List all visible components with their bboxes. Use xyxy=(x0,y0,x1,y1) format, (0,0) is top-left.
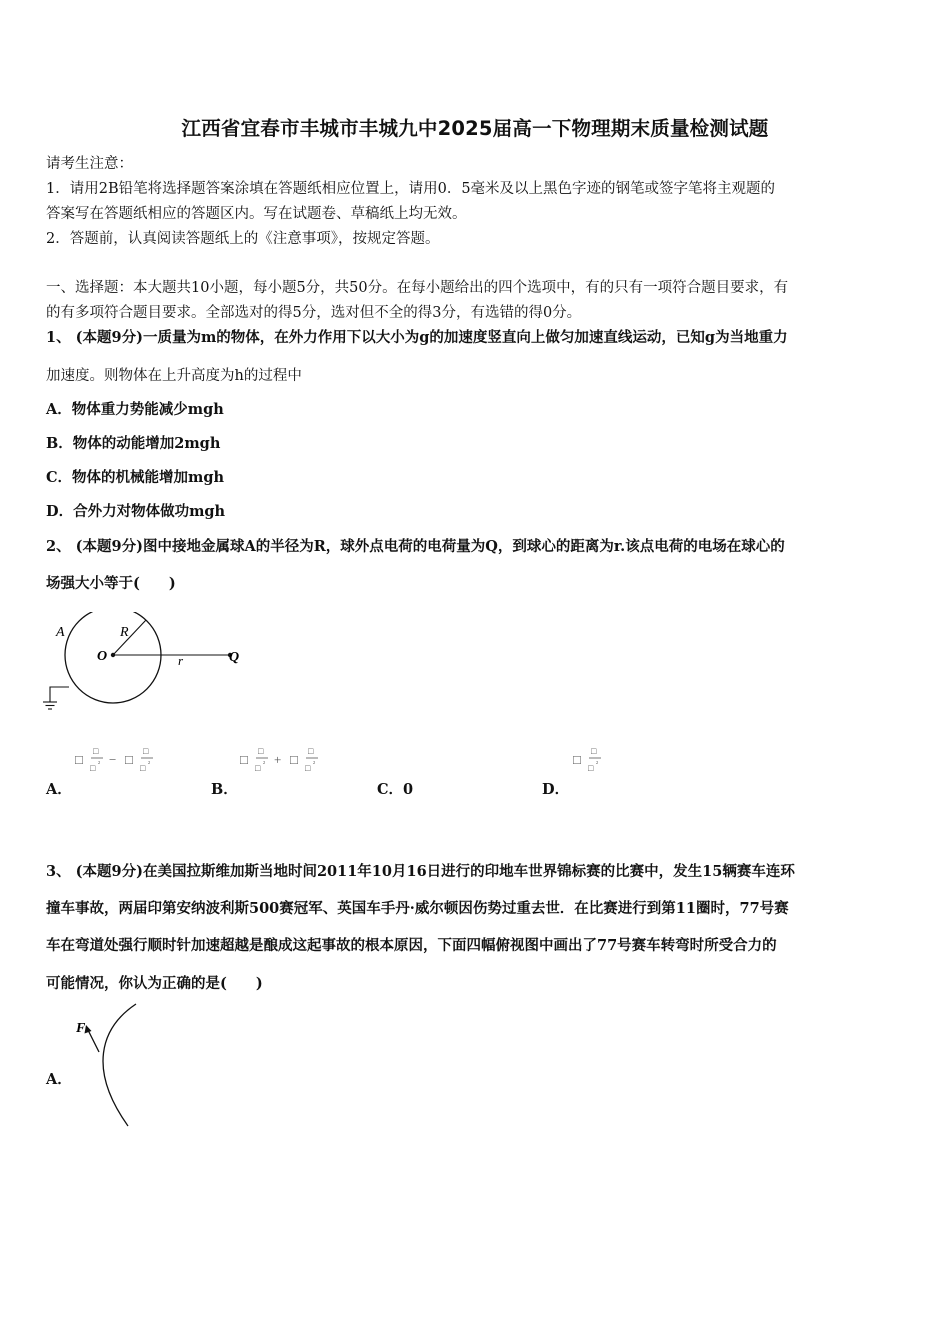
svg-text:□: □ xyxy=(290,752,298,767)
metal-sphere xyxy=(65,612,161,703)
q2-formula-b xyxy=(237,742,327,776)
q2-option-d: D． xyxy=(542,781,570,798)
label-q: Q xyxy=(229,650,240,665)
section-intro: 的有多项符合题目要求。全部选对的得5分，选对但不全的得3分，有选错的得0分。 xyxy=(46,305,582,321)
q2-stem: 2、 (本题9分)图中接地金属球A的半径为R，球外点电荷的电荷量为Q，到球心的距离为r.该点电荷的电场在球心的 xyxy=(46,538,785,555)
q2-formula-d xyxy=(570,742,610,776)
q1-option-b: B．物体的动能增加2mgh xyxy=(46,435,221,452)
svg-text:□: □ xyxy=(591,746,597,756)
q1-option-c: C．物体的机械能增加mgh xyxy=(46,469,225,486)
svg-text:□: □ xyxy=(588,763,594,773)
q2-option-a: A． xyxy=(46,781,72,798)
force-arrowhead xyxy=(85,1025,92,1034)
label-f: F xyxy=(76,1021,86,1036)
notice-line: 1．请用2B铅笔将选择题答案涂填在答题纸相应位置上，请用0．5毫米及以上黑色字迹的钢笔或签字笔将主观题的 xyxy=(46,181,776,197)
svg-text:−: − xyxy=(109,752,117,767)
q1-option-a: A．物体重力势能减少mgh xyxy=(46,401,224,418)
q1-option-d: D．合外力对物体做功mgh xyxy=(46,503,226,520)
svg-text:□: □ xyxy=(240,752,248,767)
notice-line: 2．答题前，认真阅读答题纸上的《注意事项》，按规定答题。 xyxy=(46,231,440,247)
svg-text:²: ² xyxy=(263,760,266,768)
ground-wire xyxy=(50,687,69,702)
svg-text:□: □ xyxy=(308,746,314,756)
svg-text:□: □ xyxy=(93,746,99,756)
q1-stem: 1、 (本题9分)一质量为m的物体，在外力作用下以大小为g的加速度竖直向上做匀加速直线运动，已知g为当地重力 xyxy=(46,329,788,346)
svg-text:+: + xyxy=(274,752,282,767)
label-r-lower: r xyxy=(178,653,184,668)
q3-stem: 3、 (本题9分)在美国拉斯维加斯当地时间2011年10月16日进行的印地车世界锦标赛的比赛中，发生15辆赛车连环 xyxy=(46,863,795,880)
grounded-sphere-figure xyxy=(40,612,260,716)
svg-text:□: □ xyxy=(573,752,581,767)
svg-text:²: ² xyxy=(148,760,151,768)
q2-formula-a xyxy=(72,742,162,776)
section-intro: 一、选择题：本大题共10小题，每小题5分，共50分。在每小题给出的四个选项中，有的只有一项符合题目要求，有 xyxy=(46,280,789,296)
q2-stem: 场强大小等于( ) xyxy=(46,575,176,592)
svg-text:□: □ xyxy=(143,746,149,756)
label-a: A xyxy=(56,625,65,640)
q3-stem: 车在弯道处强行顺时针加速超越是酿成这起事故的根本原因，下面四幅俯视图中画出了77号赛车转弯时所受合力的 xyxy=(46,937,777,954)
svg-text:□: □ xyxy=(125,752,133,767)
svg-text:²: ² xyxy=(98,760,101,768)
radius-line xyxy=(113,620,146,655)
track-curve xyxy=(103,1004,136,1126)
svg-text:□: □ xyxy=(90,763,96,773)
svg-text:²: ² xyxy=(313,760,316,768)
svg-text:□: □ xyxy=(75,752,83,767)
q3-stem: 撞车事故，两届印第安纳波利斯500赛冠军、英国车手丹·威尔顿因伤势过重去世．在比赛进行到第11圈时，77号赛 xyxy=(46,900,789,917)
label-o: O xyxy=(97,649,108,664)
center-point xyxy=(111,653,115,657)
notice-line: 答案写在答题纸相应的答题区内。写在试题卷、草稿纸上均无效。 xyxy=(46,206,467,222)
svg-text:□: □ xyxy=(258,746,264,756)
page-title: 江西省宜春市丰城市丰城九中2025届高一下物理期末质量检测试题 xyxy=(181,117,769,140)
svg-text:²: ² xyxy=(596,760,599,768)
svg-text:□: □ xyxy=(140,763,146,773)
label-r-upper: R xyxy=(120,625,129,640)
svg-text:□: □ xyxy=(255,763,261,773)
q1-stem: 加速度。则物体在上升高度为h的过程中 xyxy=(46,368,302,384)
q3-stem: 可能情况，你认为正确的是( ) xyxy=(46,975,263,992)
q2-option-c: C．0 xyxy=(377,781,414,798)
svg-text:□: □ xyxy=(305,763,311,773)
force-arrow xyxy=(88,1030,99,1052)
curve-force-figure xyxy=(70,1000,150,1132)
q2-option-b: B． xyxy=(211,781,238,798)
q3-option-a: A． xyxy=(46,1071,72,1088)
notice-heading: 请考生注意： xyxy=(46,156,133,172)
